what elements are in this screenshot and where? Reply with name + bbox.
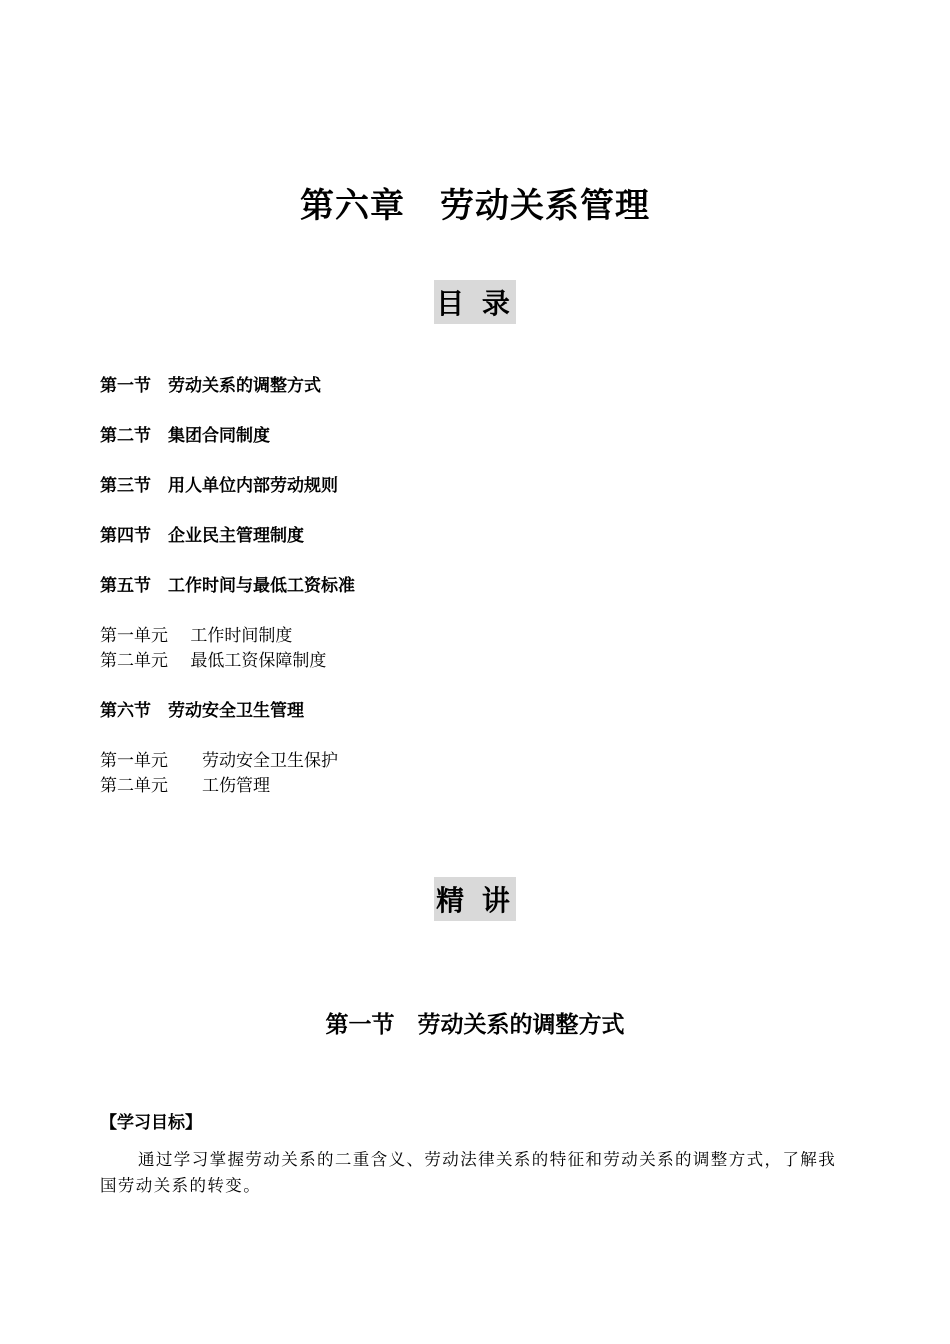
chapter-title: 第六章 劳动关系管理 xyxy=(300,186,650,226)
toc-unit: 第一单元 劳动安全卫生保护 xyxy=(100,751,338,771)
toc-unit: 第二单元 工伤管理 xyxy=(100,776,270,796)
toc-section-1: 第一节 劳动关系的调整方式 xyxy=(100,376,321,396)
objective-paragraph: 通过学习掌握劳动关系的二重含义、劳动法律关系的特征和劳动关系的调整方式，了解我国劳动关系的转变。 xyxy=(100,1150,837,1195)
lecture-heading-wrapper xyxy=(0,877,950,921)
table-of-contents xyxy=(100,374,860,799)
toc-heading-wrapper xyxy=(0,280,950,324)
toc-section-6: 第六节 劳动安全卫生管理 xyxy=(100,701,304,721)
toc-section-2: 第二节 集团合同制度 xyxy=(100,426,270,446)
toc-section-4: 第四节 企业民主管理制度 xyxy=(100,526,304,546)
toc-unit: 第二单元 最低工资保障制度 xyxy=(100,651,327,671)
toc-section-3: 第三节 用人单位内部劳动规则 xyxy=(100,476,338,496)
objective-label: 【学习目标】 xyxy=(100,1113,202,1133)
toc-section-5: 第五节 工作时间与最低工资标准 xyxy=(100,576,355,596)
section-title: 第一节 劳动关系的调整方式 xyxy=(325,1012,625,1038)
toc-unit: 第一单元 工作时间制度 xyxy=(100,626,293,646)
lecture-heading: 精 讲 xyxy=(434,877,516,921)
toc-heading: 目 录 xyxy=(434,280,516,324)
